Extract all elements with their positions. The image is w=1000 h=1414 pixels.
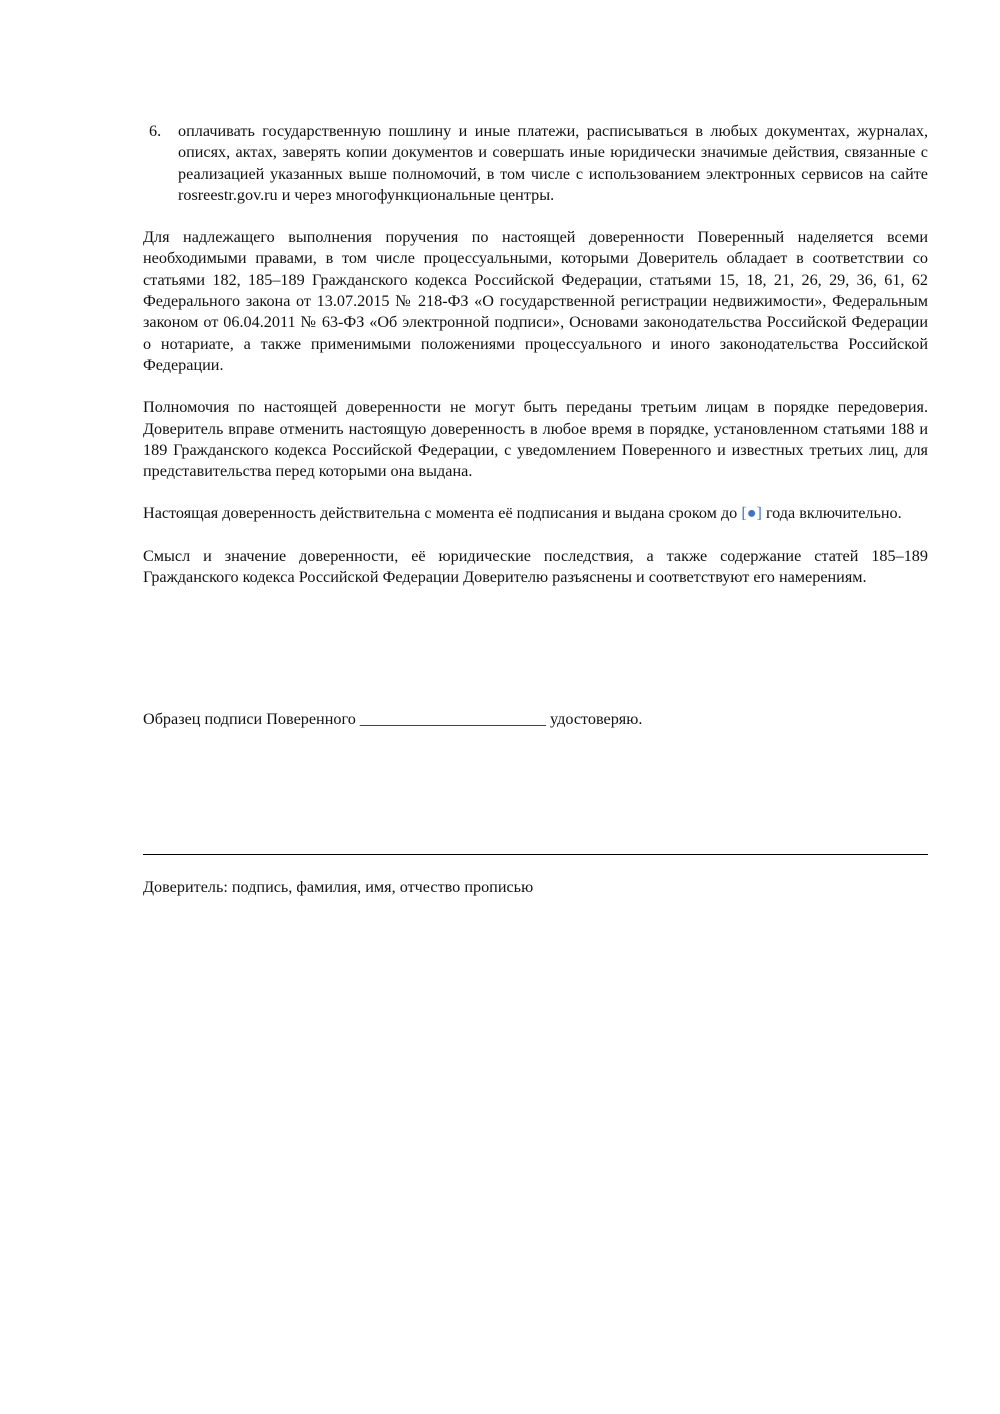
list-item-text: оплачивать государственную пошлину и иные платежи, расписываться в любых документах, журналах, описях, актах, заверять копии документов и совершать иные юридически значимые действия, связанные с реализацией указанных выше полномочий, в том числе с использованием электронных сервисов на сайте rosreestr.gov.ru и через многофункциональные центры. bbox=[178, 122, 928, 204]
paragraph-validity bbox=[143, 503, 928, 524]
list-item-number: 6. bbox=[149, 122, 162, 140]
principal-signature-line bbox=[143, 854, 928, 855]
validity-text-after: года включительно. bbox=[761, 504, 902, 523]
paragraph-explanation: Смысл и значение доверенности, её юридические последствия, а также содержание статей 185–189 Гражданского кодекса Российской Федерации Доверителю разъяснены и соответствуют его намерениям. bbox=[143, 546, 928, 587]
paragraph-powers: Для надлежащего выполнения поручения по настоящей доверенности Поверенный наделяется всеми необходимыми правами, в том числе процессуальными, которыми Доверитель обладает в соответствии со статьями 182, 185–189 Гражданского кодекса Российской Федерации, статьями 15, 18, 21, 26, 29, 36, 61, 62 Федерального закона от 13.07.2015 № 218-ФЗ «О государственной регистрации недвижимости», Федеральным законом от 06.04.2011 № 63-ФЗ «Об электронной подписи», Основами законодательства Российской Федерации о нотариате, а также применимыми положениями процессуального и иного законодательства Российской Федерации. bbox=[143, 228, 928, 374]
list-item-6 bbox=[143, 121, 928, 206]
principal-signature-caption: Доверитель: подпись, фамилия, имя, отчество прописью bbox=[143, 878, 534, 896]
paragraph-redelegation: Полномочия по настоящей доверенности не могут быть переданы третьим лицам в порядке передоверия. Доверитель вправе отменить настоящую доверенность в любое время в порядке, установленном статьями 188 и 189 Гражданского кодекса Российской Федерации, с уведомлением Поверенного и известных третьих лиц, для представительства перед которыми она выдана. bbox=[143, 398, 928, 481]
validity-text-before: Настоящая доверенность действительна с момента её подписания и выдана сроком до bbox=[143, 504, 742, 523]
validity-date-placeholder: [●] bbox=[741, 504, 762, 523]
attorney-signature-sample: Образец подписи Поверенного _______________________ удостоверяю. bbox=[143, 710, 643, 728]
document-body bbox=[143, 121, 928, 588]
